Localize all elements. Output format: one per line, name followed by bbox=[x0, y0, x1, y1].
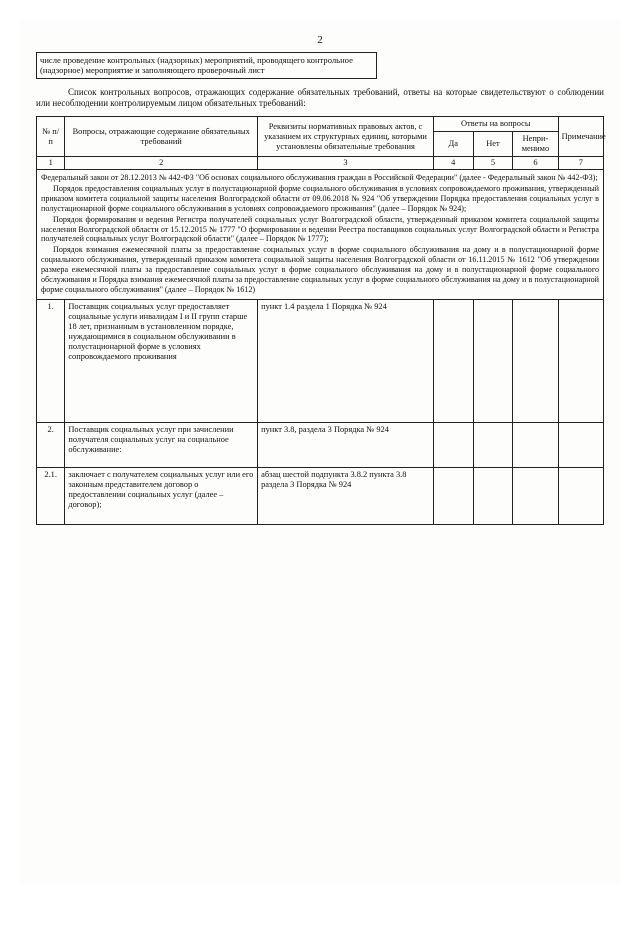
column-number: 1 bbox=[37, 157, 65, 170]
row-requisites: пункт 3.8, раздела 3 Порядка № 924 bbox=[258, 422, 434, 467]
table-row bbox=[37, 299, 604, 422]
header-yes: Да bbox=[433, 132, 473, 157]
answer-no-cell[interactable] bbox=[473, 299, 513, 422]
answer-no-cell[interactable] bbox=[473, 467, 513, 524]
header-question: Вопросы, отражающие содержание обязательных требований bbox=[65, 117, 258, 157]
header-num: № п/п bbox=[37, 117, 65, 157]
row-number: 2.1. bbox=[37, 467, 65, 524]
column-number-row bbox=[37, 157, 604, 170]
legal-basis-item: Порядок взимания ежемесячной платы за предоставление социальных услуг в форме социального обслуживания на дому и в полустационарной форме социального обслуживания, утвержденный приказом комитета социальной защиты населения Волгоградской области от 16.11.2015 № 1612 "Об утверждении размера ежемесячной платы за предоставление социальных услуг в форме социального обслуживания на дому и в полустационарной форме социального обслуживания и Порядка взимания ежемесячной платы за предоставление социальных услуг в форме социального обслуживания на дому и в полустационарной форме социального обслуживания" (далее – Порядок № 1612) bbox=[41, 245, 599, 294]
column-number: 3 bbox=[258, 157, 434, 170]
legal-basis-cell bbox=[37, 170, 604, 299]
header-answers: Ответы на вопросы bbox=[433, 117, 558, 132]
column-number: 2 bbox=[65, 157, 258, 170]
header-fragment-table bbox=[36, 52, 377, 79]
answer-na-cell[interactable] bbox=[513, 422, 558, 467]
note-cell[interactable] bbox=[558, 422, 603, 467]
legal-basis-row bbox=[37, 170, 604, 299]
answer-na-cell[interactable] bbox=[513, 467, 558, 524]
note-cell[interactable] bbox=[558, 467, 603, 524]
column-number: 5 bbox=[473, 157, 513, 170]
table-row bbox=[37, 422, 604, 467]
answer-no-cell[interactable] bbox=[473, 422, 513, 467]
row-number: 1. bbox=[37, 299, 65, 422]
legal-basis-item: Порядок предоставления социальных услуг в полустационарной форме социального обслуживания в условиях сопровождаемого проживания, утвержденный приказом комитета социальной защиты населения Волгоградской области от 09.06.2018 № 924 "Об утверждении Порядка предоставления социальных услуг в полустационарной форме социального обслуживания в условиях сопровождаемого проживания" (далее – Порядок № 924); bbox=[41, 184, 599, 213]
table-row bbox=[37, 467, 604, 524]
column-number: 4 bbox=[433, 157, 473, 170]
page-number: 2 bbox=[317, 34, 323, 46]
header-requisites: Реквизиты нормативных правовых актов, с указанием их структурных единиц, которыми установлены обязательные требования bbox=[258, 117, 434, 157]
row-question: заключает с получателем социальных услуг или его законным представителем договор о предоставлении социальных услуг (далее – договор); bbox=[65, 467, 258, 524]
column-number: 7 bbox=[558, 157, 603, 170]
note-cell[interactable] bbox=[558, 299, 603, 422]
column-number: 6 bbox=[513, 157, 558, 170]
legal-basis-item: Порядок формирования и ведения Регистра получателей социальных услуг Волгоградской области, утвержденный приказом комитета социальной защиты населения Волгоградской области от 15.12.2015 № 1777 "О формировании и ведении Реестра поставщиков социальных услуг Волгоградской области и Регистра получателей социальных услуг Волгоградской области" (далее – Порядок № 1777); bbox=[41, 214, 599, 244]
row-requisites: пункт 1.4 раздела 1 Порядка № 924 bbox=[258, 299, 434, 422]
row-number: 2. bbox=[37, 422, 65, 467]
header-no: Нет bbox=[473, 132, 513, 157]
header-na: Непри-менимо bbox=[513, 132, 558, 157]
row-requisites: абзац шестой подпункта 3.8.2 пункта 3.8 раздела 3 Порядка № 924 bbox=[258, 467, 434, 524]
intro-paragraph: Список контрольных вопросов, отражающих содержание обязательных требований, ответы на которые свидетельствуют о соблюдении или несоблюдении контролируемым лицом обязательных требований: bbox=[36, 86, 604, 109]
legal-basis-item: Федеральный закон от 28.12.2013 № 442-ФЗ "Об основах социального обслуживания граждан в Российской Федерации" (далее - Федеральный закон № 442-ФЗ); bbox=[41, 173, 598, 183]
answer-na-cell[interactable] bbox=[513, 299, 558, 422]
header-note: Примечание bbox=[558, 117, 603, 157]
checklist-table bbox=[36, 116, 604, 525]
document-page bbox=[20, 20, 620, 885]
header-fragment-cell: числе проведение контрольных (надзорных) мероприятий, проводящего контрольное (надзорное) мероприятие и заполняющего проверочный лист bbox=[37, 53, 377, 79]
row-question: Поставщик социальных услуг при зачислении получателя социальных услуг на социальное обслуживание: bbox=[65, 422, 258, 467]
answer-yes-cell[interactable] bbox=[433, 299, 473, 422]
answer-yes-cell[interactable] bbox=[433, 422, 473, 467]
row-question: Поставщик социальных услуг предоставляет социальные услуги инвалидам I и II групп старше 18 лет, признанным в установленном порядке, нуждающимися в социальном обслуживании в полустационарной форме в условиях сопровождаемого проживания bbox=[65, 299, 258, 422]
answer-yes-cell[interactable] bbox=[433, 467, 473, 524]
header-row bbox=[37, 117, 604, 132]
